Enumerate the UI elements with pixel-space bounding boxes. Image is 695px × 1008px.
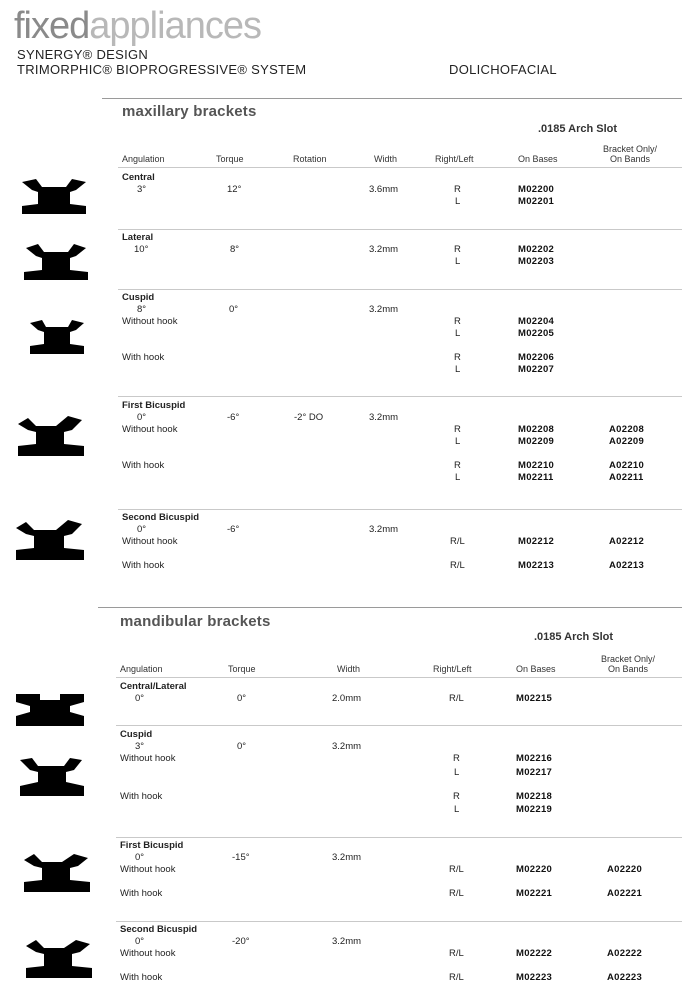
catalog-number: M02218: [516, 791, 553, 802]
angulation-value: 10°: [134, 244, 149, 255]
catalog-number: M02208: [518, 424, 555, 435]
bracket-icon: [22, 852, 92, 894]
col-angulation: Angulation: [120, 664, 163, 674]
hook-option: With hook: [120, 888, 163, 899]
brand-part1: fixed: [14, 5, 90, 47]
width-value: 2.0mm: [332, 693, 362, 704]
torque-value: 12°: [227, 184, 242, 195]
band-number: A02210: [609, 460, 645, 471]
catalog-number: M02215: [516, 693, 553, 704]
torque-value: 0°: [237, 741, 247, 752]
band-number: A02222: [607, 948, 643, 959]
width-value: 3.2mm: [369, 244, 399, 255]
side-value: R: [454, 460, 461, 471]
catalog-number: M02203: [518, 256, 555, 267]
side-value: R: [454, 316, 461, 327]
divider: [102, 98, 682, 99]
tooth-name: Cuspid: [120, 729, 153, 740]
band-number: A02223: [607, 972, 643, 983]
side-value: R/L: [449, 864, 464, 875]
side-value: L: [455, 472, 461, 483]
width-value: 3.2mm: [332, 852, 362, 863]
side-value: L: [455, 256, 461, 267]
side-value: L: [454, 804, 460, 815]
angulation-value: 8°: [137, 304, 147, 315]
band-number: A02220: [607, 864, 643, 875]
side-value: R: [454, 184, 461, 195]
tooth-name: Cuspid: [122, 292, 155, 303]
catalog-number: M02211: [518, 472, 554, 483]
torque-value: 8°: [230, 244, 240, 255]
row-divider: [116, 725, 682, 726]
bracket-icon: [14, 692, 86, 728]
catalog-number: M02223: [516, 972, 553, 983]
bracket-icon: [24, 938, 94, 980]
col-torque: Torque: [216, 154, 244, 164]
hook-option: With hook: [122, 352, 165, 363]
tooth-name: First Bicuspid: [122, 400, 186, 411]
system-line: TRIMORPHIC® BIOPROGRESSIVE® SYSTEM: [17, 62, 307, 77]
bracket-icon: [28, 318, 86, 356]
hook-option: Without hook: [120, 753, 176, 764]
catalog-number: M02207: [518, 364, 555, 375]
col-width: Width: [374, 154, 398, 164]
side-value: R/L: [449, 693, 464, 704]
row-divider: [118, 229, 682, 230]
band-number: A02208: [609, 424, 645, 435]
side-value: R: [454, 424, 461, 435]
width-value: 3.2mm: [369, 412, 399, 423]
bracket-icon: [14, 518, 86, 562]
band-number: A02211: [609, 472, 644, 483]
hook-option: With hook: [122, 560, 165, 571]
catalog-number: M02209: [518, 436, 555, 447]
bracket-icon: [22, 242, 90, 282]
arch-slot-label: .0185 Arch Slot: [534, 631, 614, 643]
hook-option: With hook: [122, 460, 165, 471]
band-number: A02213: [609, 560, 645, 571]
side-value: R: [453, 753, 460, 764]
hook-option: With hook: [120, 791, 163, 802]
catalog-number: M02216: [516, 753, 553, 764]
section-title-maxillary: maxillary brackets: [122, 103, 257, 120]
row-divider: [118, 509, 682, 510]
facial-type: DOLICHOFACIAL: [449, 62, 557, 77]
bracket-icon: [18, 756, 86, 798]
torque-value: -15°: [232, 852, 250, 863]
tooth-name: Lateral: [122, 232, 154, 243]
row-divider: [118, 289, 682, 290]
col-bracket-only-on-bands: Bracket Only/ On Bands: [602, 144, 658, 164]
width-value: 3.2mm: [369, 524, 399, 535]
hook-option: Without hook: [122, 424, 178, 435]
catalog-number: M02212: [518, 536, 555, 547]
col-on-bases: On Bases: [518, 154, 558, 164]
side-value: R/L: [450, 560, 465, 571]
band-number: A02209: [609, 436, 645, 447]
row-divider: [116, 921, 682, 922]
angulation-value: 0°: [137, 412, 147, 423]
hook-option: Without hook: [120, 864, 176, 875]
col-right-left: Right/Left: [435, 154, 474, 164]
angulation-value: 0°: [135, 852, 145, 863]
width-value: 3.2mm: [369, 304, 399, 315]
brand-wordmark: [14, 4, 261, 48]
side-value: L: [455, 196, 461, 207]
catalog-number: M02213: [518, 560, 555, 571]
col-rotation: Rotation: [293, 154, 327, 164]
width-value: 3.2mm: [332, 936, 362, 947]
side-value: R/L: [449, 888, 464, 899]
hook-option: With hook: [120, 972, 163, 983]
col-bracket-only-on-bands: Bracket Only/ On Bands: [600, 654, 656, 674]
torque-value: 0°: [237, 693, 247, 704]
band-number: A02221: [607, 888, 643, 899]
catalog-number: M02217: [516, 767, 553, 778]
hook-option: Without hook: [122, 536, 178, 547]
side-value: L: [454, 767, 460, 778]
bracket-icon: [20, 178, 88, 216]
design-line: SYNERGY® DESIGN: [17, 47, 149, 62]
torque-value: -6°: [227, 412, 240, 423]
row-divider: [118, 167, 682, 168]
angulation-value: 0°: [137, 524, 147, 535]
bracket-icon: [16, 414, 86, 458]
catalog-number: M02220: [516, 864, 553, 875]
hook-option: Without hook: [122, 316, 178, 327]
col-width: Width: [337, 664, 361, 674]
angulation-value: 0°: [135, 936, 145, 947]
band-number: A02212: [609, 536, 645, 547]
side-value: R: [454, 352, 461, 363]
angulation-value: 3°: [135, 741, 145, 752]
catalog-number: M02222: [516, 948, 553, 959]
arch-slot-label: .0185 Arch Slot: [538, 123, 618, 135]
rotation-value: -2° DO: [294, 412, 324, 423]
row-divider: [116, 677, 682, 678]
catalog-number: M02206: [518, 352, 555, 363]
catalog-number: M02205: [518, 328, 555, 339]
hook-option: Without hook: [120, 948, 176, 959]
brand-part2: appliances: [89, 5, 261, 47]
catalog-number: M02200: [518, 184, 555, 195]
catalog-number: M02204: [518, 316, 555, 327]
width-value: 3.2mm: [332, 741, 362, 752]
side-value: R/L: [449, 972, 464, 983]
side-value: L: [455, 436, 461, 447]
catalog-number: M02202: [518, 244, 555, 255]
side-value: R/L: [449, 948, 464, 959]
section-title-mandibular: mandibular brackets: [120, 613, 271, 630]
angulation-value: 0°: [135, 693, 145, 704]
col-on-bases: On Bases: [516, 664, 556, 674]
side-value: L: [455, 328, 461, 339]
row-divider: [116, 837, 682, 838]
catalog-number: M02221: [516, 888, 553, 899]
torque-value: 0°: [229, 304, 239, 315]
side-value: L: [455, 364, 461, 375]
torque-value: -20°: [232, 936, 250, 947]
width-value: 3.6mm: [369, 184, 399, 195]
col-torque: Torque: [228, 664, 256, 674]
side-value: R: [454, 244, 461, 255]
catalog-number: M02210: [518, 460, 555, 471]
tooth-name: First Bicuspid: [120, 840, 184, 851]
side-value: R: [453, 791, 460, 802]
catalog-number: M02219: [516, 804, 553, 815]
side-value: R/L: [450, 536, 465, 547]
tooth-name: Second Bicuspid: [120, 924, 198, 935]
divider: [98, 607, 682, 608]
torque-value: -6°: [227, 524, 240, 535]
col-right-left: Right/Left: [433, 664, 472, 674]
tooth-name: Second Bicuspid: [122, 512, 200, 523]
tooth-name: Central/Lateral: [120, 681, 187, 692]
catalog-number: M02201: [518, 196, 555, 207]
col-angulation: Angulation: [122, 154, 165, 164]
tooth-name: Central: [122, 172, 155, 183]
angulation-value: 3°: [137, 184, 147, 195]
row-divider: [118, 396, 682, 397]
